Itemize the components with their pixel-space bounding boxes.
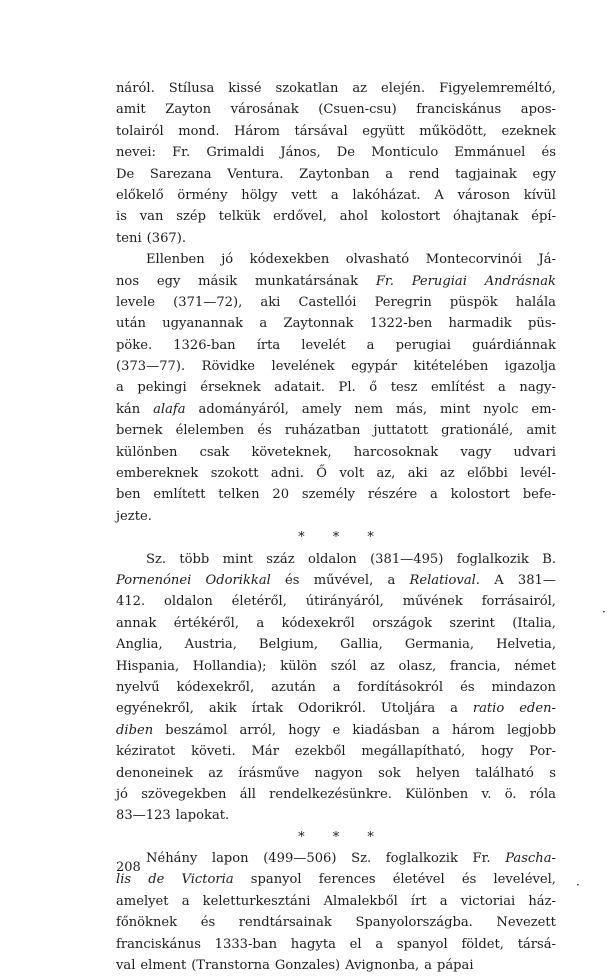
text-line: után ugyanannak a Zaytonnak 1322-ben harmadik püs- [116, 316, 556, 332]
text-line: kán alafa adományáról, amely nem más, mint nyolc em- [116, 401, 556, 417]
text-line: különben csak követeknek, harcosoknak vagy udvari [116, 444, 556, 460]
text-line: embereknek szokott adni. Ő volt az, aki az előbbi levél- [116, 466, 556, 482]
text-line: 412. oldalon életéről, útirányáról, művének forrásairól, [116, 594, 556, 610]
text-line: a pekingi érseknek adatait. Pl. ő tesz említést a nagy- [116, 380, 556, 396]
text-line: Hispania, Hollandia); külön szól az olasz, francia, német [116, 658, 556, 674]
section-separator: * * * [298, 829, 386, 845]
text-line: egyénekről, akik írtak Odorikról. Utoljára a ratio eden- [116, 701, 556, 717]
text-line: val elment (Transtorna Gonzales) Avignonba, a pápai [116, 958, 474, 974]
text-line: jó szövegekben áll rendelkezésünkre. Különben v. ö. róla [116, 786, 556, 802]
text-line: (373—77). Rövidke levelének egypár kitételében igazolja [116, 359, 556, 375]
text-line: Ellenben jó kódexekben olvasható Montecorvinói Já- [146, 252, 556, 268]
text-line: is van szép telkük erdővel, ahol kolostort óhajtanak épí- [116, 209, 556, 225]
text-line: denoneinek az írásműve nagyon sok helyen található s [116, 765, 556, 781]
text-line: 83—123 lapokat. [116, 808, 230, 824]
text-line: bernek élelemben és ruházatban juttatott grationálé, amit [116, 423, 556, 439]
text-line: annak értékéről, a kódexekről országok szerint (Italia, [116, 615, 556, 631]
margin-speck: · [602, 605, 606, 619]
text-line: amit Zayton városának (Csuen-csu) franciskánus apos- [116, 102, 556, 118]
text-line: teni (367). [116, 230, 187, 246]
text-line: De Sarezana Ventura. Zaytonban a rend tagjainak egy [116, 166, 556, 182]
text-line: nyelvű kódexekről, azután a fordításokról és mindazon [116, 679, 556, 695]
text-line: nos egy másik munkatársának Fr. Perugiai Andrásnak [116, 273, 556, 289]
text-line: főnöknek és rendtársainak Spanyolországba. Nevezett [116, 915, 556, 931]
text-line: Sz. több mint száz oldalon (381—495) foglalkozik B. [146, 551, 556, 567]
text-line: pöke. 1326-ban írta levelét a perugiai guárdiánnak [116, 337, 556, 353]
text-line: diben beszámol arról, hogy e kiadásban a három legjobb [116, 722, 556, 738]
text-line: levele (371—72), aki Castellói Peregrin püspök halála [116, 294, 556, 310]
margin-speck: · [576, 878, 580, 892]
text-line: lis de Victoria spanyol ferences életével és levelével, [116, 872, 556, 888]
text-line: kéziratot követi. Már ezekből megállapítható, hogy Por- [116, 744, 556, 760]
text-line: amelyet a keletturkesztáni Almalekből írt a victoriai ház- [116, 893, 556, 909]
body-text [116, 78, 556, 976]
section-separator: * * * [298, 530, 386, 546]
text-line: előkelő örmény hölgy vett a lakóházat. A városon kívül [116, 187, 556, 203]
text-line: náról. Stílusa kissé szokatlan az elején. Figyelemreméltó, [116, 81, 556, 96]
text-line: nevei: Fr. Grimaldi János, De Monticulo Emmánuel és [116, 145, 556, 161]
text-line: tolairól mond. Három társával együtt működött, ezeknek [116, 123, 556, 139]
text-line: ben említett telken 20 személy részére a kolostort befe- [116, 487, 556, 503]
page-number: 208 [116, 860, 141, 875]
text-line: Anglia, Austria, Belgium, Gallia, Germania, Helvetia, [116, 637, 556, 653]
text-line: Néhány lapon (499—506) Sz. foglalkozik Fr. Pascha- [146, 851, 556, 867]
text-line: jezte. [116, 508, 152, 524]
text-line: franciskánus 1333-ban hagyta el a spanyol földet, társá- [116, 936, 556, 952]
text-line: Pornenónei Odorikkal és művével, a Relatioval. A 381— [116, 572, 556, 588]
